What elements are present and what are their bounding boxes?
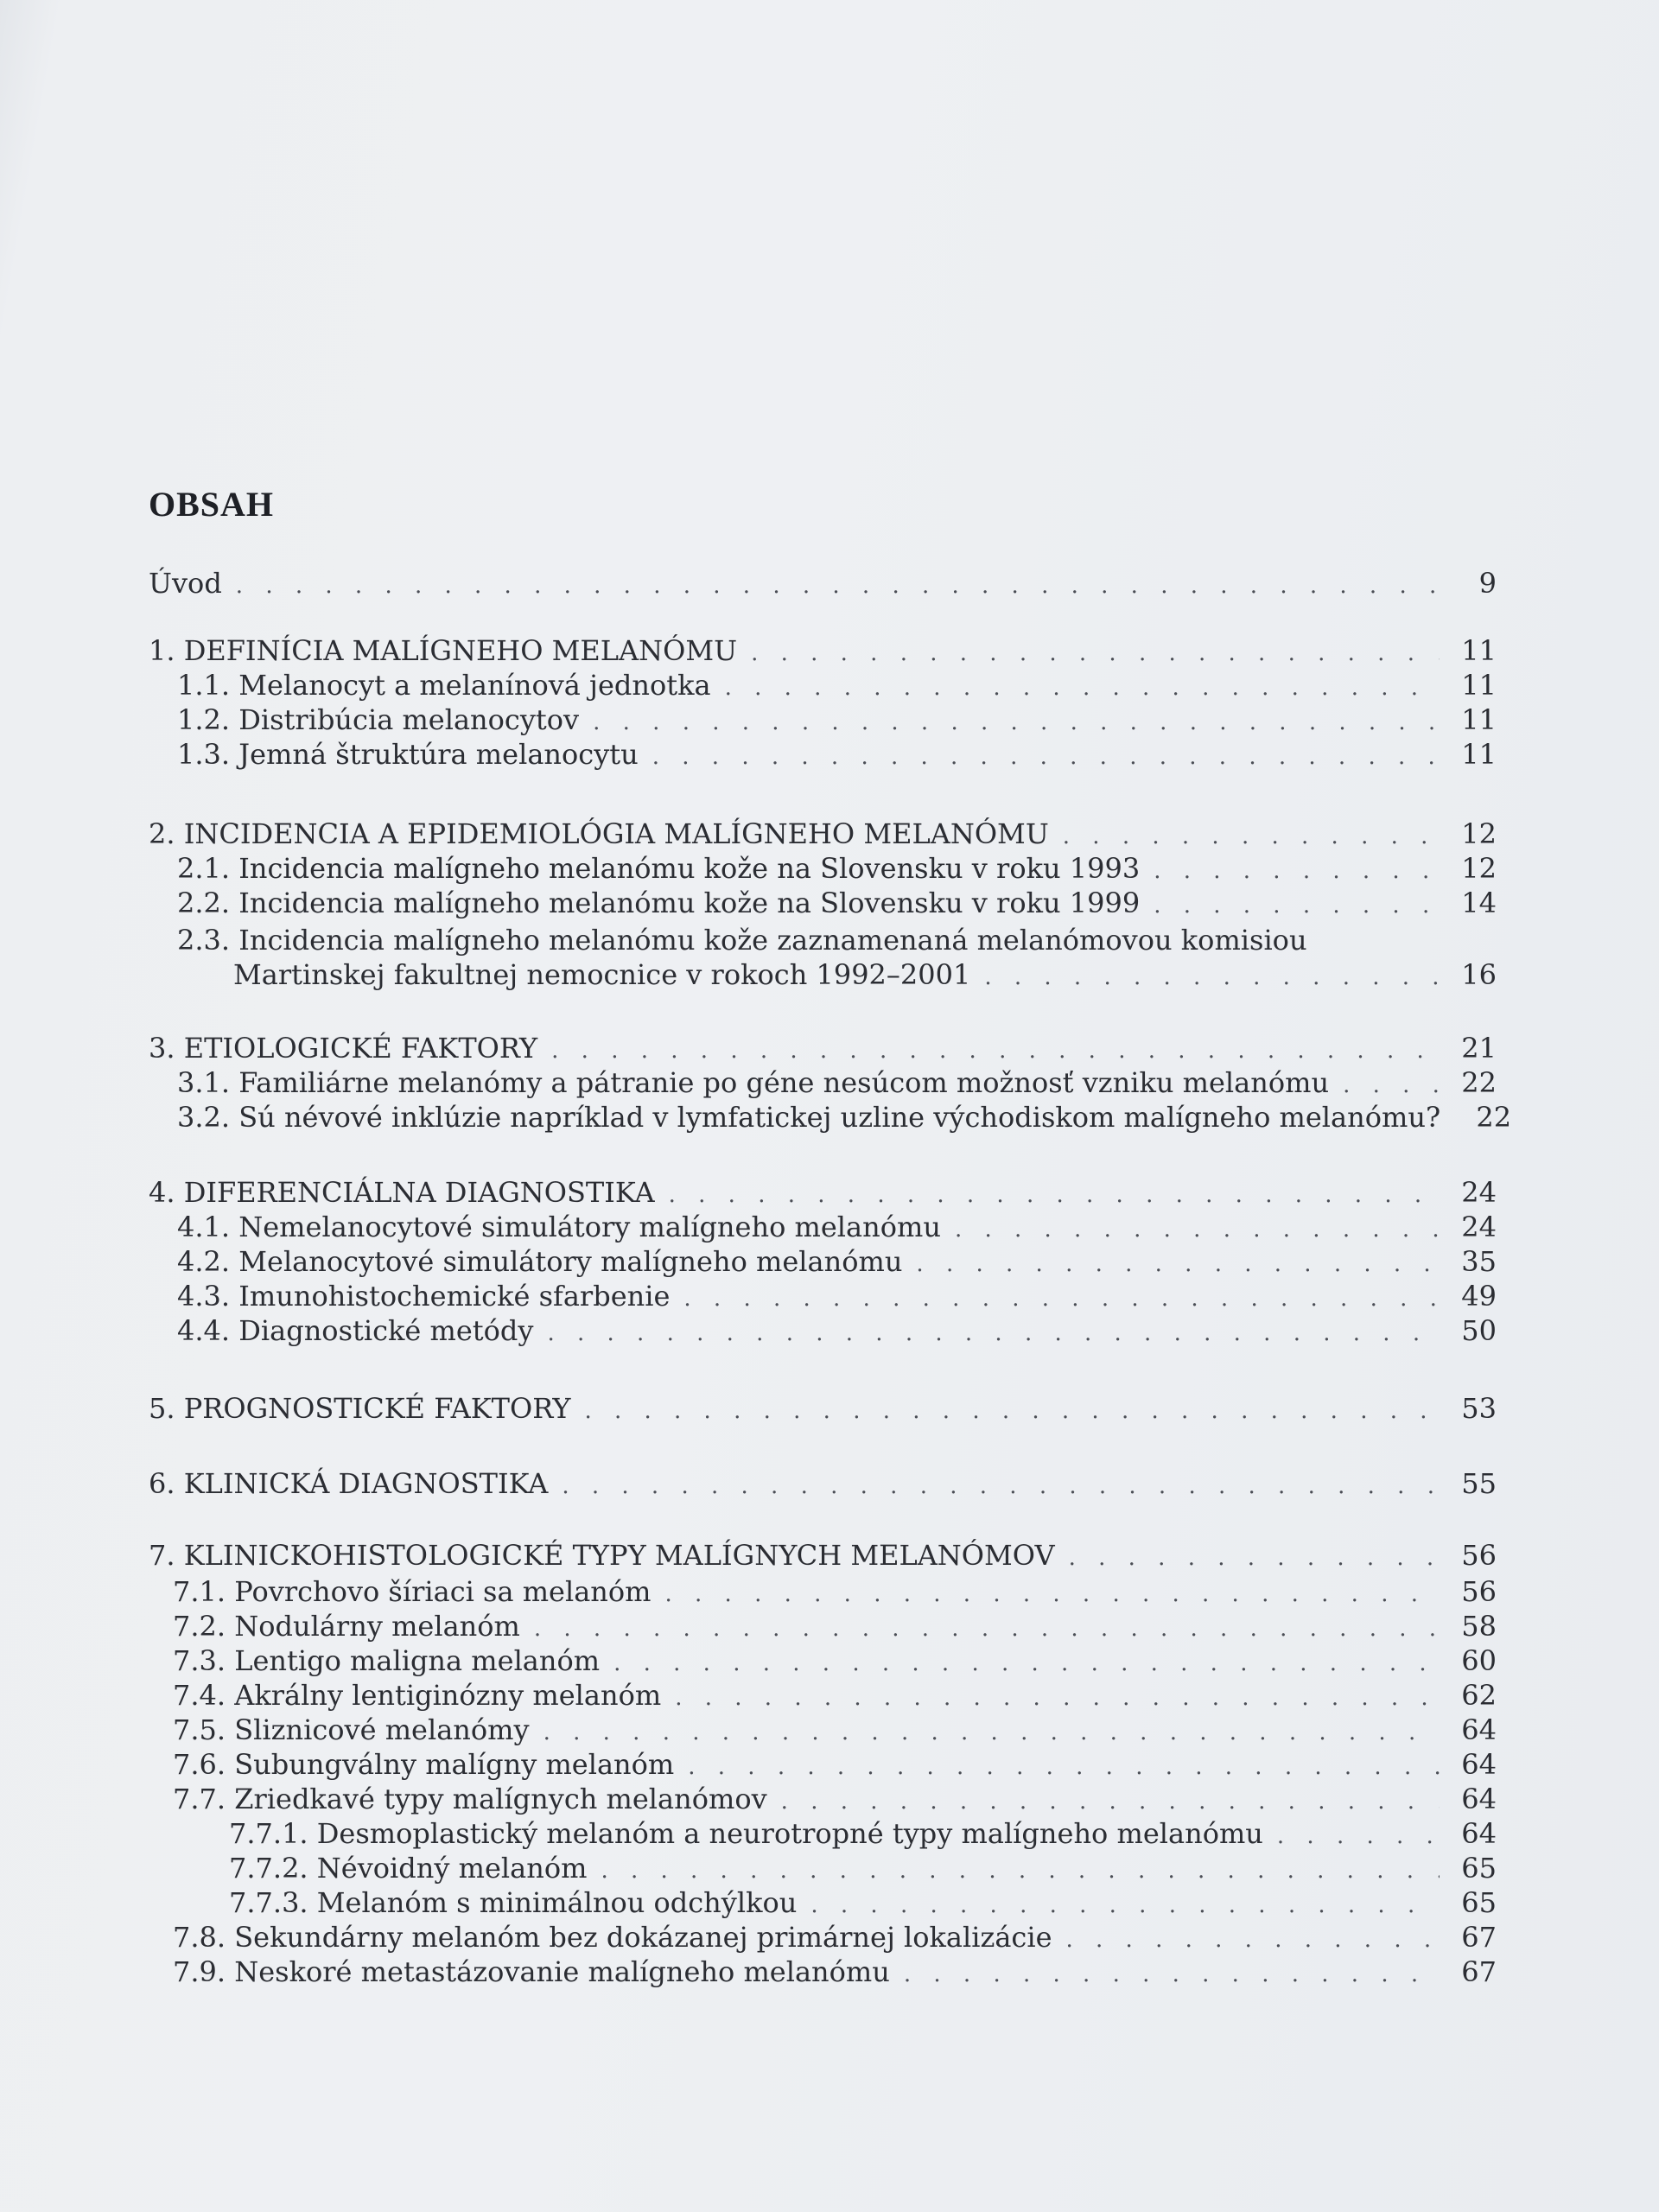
toc-entry-2-3[interactable] [177, 923, 1497, 957]
toc-entry-page: 55 [1461, 1467, 1497, 1500]
toc-entry-chapter-1[interactable] [149, 633, 1497, 668]
toc-entry-page: 56 [1461, 1539, 1497, 1572]
toc-entry-chapter-7[interactable] [149, 1538, 1497, 1573]
toc-entry-page: 49 [1461, 1280, 1497, 1313]
toc-entry-page: 11 [1461, 738, 1497, 771]
toc-entry-label: 1.2. Distribúcia melanocytov [177, 703, 580, 736]
toc-entry-page: 11 [1461, 669, 1497, 702]
toc-entry-page: 22 [1461, 1066, 1497, 1099]
toc-entry-page: 21 [1461, 1032, 1497, 1065]
toc-entry-4-4[interactable] [177, 1313, 1497, 1348]
dot-leader [665, 1577, 1440, 1611]
toc-entry-7-3[interactable] [173, 1643, 1497, 1678]
dot-leader [534, 1611, 1440, 1646]
toc-entry-chapter-2[interactable] [149, 817, 1497, 851]
dot-leader [810, 1888, 1440, 1923]
toc-entry-label: 2.2. Incidencia malígneho melanómu kože na Slovensku v roku 1999 [177, 887, 1141, 919]
toc-entry-label: 7.2. Nodulárny melanóm [173, 1610, 520, 1643]
toc-heading: OBSAH [149, 485, 275, 524]
toc-entry-label: 7.5. Sliznicové melanómy [173, 1713, 530, 1746]
toc-entry-label: 7.1. Povrchovo šíriaci sa melanóm [173, 1575, 652, 1608]
toc-entry-7-7[interactable] [173, 1782, 1497, 1816]
toc-entry-4-3[interactable] [177, 1279, 1497, 1313]
toc-entry-page: 11 [1461, 634, 1497, 667]
toc-entry-7-8[interactable] [173, 1920, 1497, 1955]
toc-entry-7-4[interactable] [173, 1678, 1497, 1713]
toc-entry-label: 5. PROGNOSTICKÉ FAKTORY [149, 1392, 571, 1425]
toc-entry-page: 64 [1461, 1817, 1497, 1850]
toc-entry-label: 1.3. Jemná štruktúra melanocytu [177, 738, 639, 771]
toc-entry-chapter-4[interactable] [149, 1175, 1497, 1210]
dot-leader [551, 1033, 1440, 1068]
toc-entry-7-1[interactable] [173, 1574, 1497, 1609]
toc-entry-2-2[interactable] [177, 886, 1497, 920]
toc-entry-label: Martinskej fakultnej nemocnice v rokoch 1992–2001 [233, 958, 971, 991]
toc-entry-page: 67 [1461, 1921, 1497, 1954]
toc-entry-page: 9 [1478, 567, 1497, 600]
toc-entry-label: 7.3. Lentigo maligna melanóm [173, 1644, 601, 1677]
toc-entry-chapter-6[interactable] [149, 1466, 1497, 1501]
toc-entry-page: 53 [1461, 1392, 1497, 1425]
dot-leader [1343, 1068, 1440, 1103]
toc-entry-label: 7.9. Neskoré metastázovanie malígneho melanómu [173, 1955, 890, 1988]
toc-entry-label: 2.3. Incidencia malígneho melanómu kože zaznamenaná melanómovou komisiou [177, 924, 1307, 957]
dot-leader [543, 1715, 1440, 1750]
toc-entry-page: 14 [1461, 887, 1497, 919]
toc-entry-7-7-2[interactable] [229, 1851, 1497, 1885]
toc-entry-1-2[interactable] [177, 702, 1497, 737]
toc-entry-1-3[interactable] [177, 737, 1497, 772]
dot-leader [675, 1681, 1440, 1715]
dot-leader [955, 1212, 1440, 1247]
toc-entry-page: 12 [1461, 852, 1497, 885]
toc-entry-page: 64 [1461, 1783, 1497, 1815]
dot-leader [781, 1784, 1440, 1819]
toc-entry-4-1[interactable] [177, 1210, 1497, 1244]
dot-leader [593, 705, 1440, 740]
toc-entry-label: 3.1. Familiárne melanómy a pátranie po géne nesúcom možnosť vzniku melanómu [177, 1066, 1330, 1099]
toc-entry-label: 7.7.3. Melanóm s minimálnou odchýlkou [229, 1886, 798, 1919]
toc-entry-page: 67 [1461, 1955, 1497, 1988]
toc-entry-3-2[interactable] [177, 1100, 1512, 1135]
toc-entry-page: 62 [1461, 1679, 1497, 1712]
dot-leader [984, 960, 1440, 995]
toc-entry-page: 64 [1461, 1713, 1497, 1746]
toc-entry-label: 4.2. Melanocytové simulátory malígneho melanómu [177, 1245, 903, 1278]
toc-entry-label: 7.7. Zriedkavé typy malígnych melanómov [173, 1783, 767, 1815]
dot-leader [1277, 1819, 1440, 1853]
toc-entry-2-1[interactable] [177, 851, 1497, 886]
toc-entry-page: 16 [1461, 958, 1497, 991]
toc-entry-page: 22 [1476, 1101, 1512, 1134]
dot-leader [1069, 1541, 1440, 1575]
dot-leader [584, 1394, 1440, 1428]
toc-entry-7-7-3[interactable] [229, 1885, 1497, 1920]
toc-entry-7-5[interactable] [173, 1713, 1497, 1747]
dot-leader [669, 1178, 1440, 1212]
toc-entry-7-7-1[interactable] [229, 1816, 1497, 1851]
toc-entry-page: 65 [1461, 1852, 1497, 1885]
dot-leader [751, 636, 1440, 671]
toc-entry-2-3-continued[interactable] [233, 957, 1497, 992]
dot-leader [562, 1469, 1440, 1503]
dot-leader [1154, 854, 1440, 888]
toc-entry-4-2[interactable] [177, 1244, 1497, 1279]
toc-entry-label: 6. KLINICKÁ DIAGNOSTIKA [149, 1467, 549, 1500]
dot-leader [236, 569, 1440, 603]
toc-entry-label: 4. DIFERENCIÁLNA DIAGNOSTIKA [149, 1176, 655, 1209]
dot-leader [683, 1281, 1440, 1316]
toc-entry-page: 58 [1461, 1610, 1497, 1643]
toc-entry-label: 7.7.2. Névoidný melanóm [229, 1852, 588, 1885]
toc-entry-page: 64 [1461, 1748, 1497, 1781]
dot-leader [1154, 888, 1440, 923]
toc-entry-label: 2. INCIDENCIA A EPIDEMIOLÓGIA MALÍGNEHO MELANÓMU [149, 817, 1049, 850]
toc-entry-label: 7. KLINICKOHISTOLOGICKÉ TYPY MALÍGNYCH MELANÓMOV [149, 1539, 1055, 1572]
toc-entry-7-2[interactable] [173, 1609, 1497, 1643]
toc-entry-label: 7.6. Subungválny malígny melanóm [173, 1748, 675, 1781]
toc-entry-page: 24 [1461, 1211, 1497, 1243]
toc-entry-1-1[interactable] [177, 668, 1497, 702]
toc-entry-page: 50 [1461, 1314, 1497, 1347]
dot-leader [725, 671, 1440, 705]
toc-entry-page: 65 [1461, 1886, 1497, 1919]
dot-leader [1066, 1923, 1440, 1957]
dot-leader [904, 1957, 1440, 1992]
toc-entry-page: 12 [1461, 817, 1497, 850]
toc-entry-label: 3.2. Sú névové inklúzie napríklad v lymfatickej uzline východiskom malígneho melanómu? [177, 1101, 1441, 1134]
toc-entry-label: 1. DEFINÍCIA MALÍGNEHO MELANÓMU [149, 634, 738, 667]
toc-entry-label: 7.4. Akrálny lentiginózny melanóm [173, 1679, 662, 1712]
toc-entry-3-1[interactable] [177, 1065, 1497, 1100]
dot-leader [613, 1646, 1440, 1681]
toc-entry-label: 4.1. Nemelanocytové simulátory malígneho melanómu [177, 1211, 941, 1243]
toc-entry-chapter-3[interactable] [149, 1031, 1497, 1065]
toc-entry-page: 35 [1461, 1245, 1497, 1278]
toc-entry-page: 60 [1461, 1644, 1497, 1677]
toc-entry-label: 7.7.1. Desmoplastický melanóm a neurotropné typy malígneho melanómu [229, 1817, 1263, 1850]
toc-entry-7-6[interactable] [173, 1747, 1497, 1782]
dot-leader [688, 1750, 1440, 1784]
dot-leader [1063, 819, 1440, 854]
toc-entry-label: 2.1. Incidencia malígneho melanómu kože na Slovensku v roku 1993 [177, 852, 1141, 885]
toc-entry-chapter-5[interactable] [149, 1391, 1497, 1426]
toc-entry-label: 1.1. Melanocyt a melanínová jednotka [177, 669, 711, 702]
toc-entry-uvod[interactable] [149, 566, 1497, 601]
toc-entry-label: 4.4. Diagnostické metódy [177, 1314, 534, 1347]
toc-entry-label: 3. ETIOLOGICKÉ FAKTORY [149, 1032, 538, 1065]
toc-entry-page: 24 [1461, 1176, 1497, 1209]
dot-leader [916, 1247, 1440, 1281]
dot-leader [652, 740, 1440, 774]
dot-leader [547, 1316, 1440, 1351]
toc-entry-label: 4.3. Imunohistochemické sfarbenie [177, 1280, 671, 1313]
toc-entry-page: 56 [1461, 1575, 1497, 1608]
dot-leader [601, 1853, 1440, 1888]
toc-entry-label: Úvod [149, 567, 222, 600]
toc-entry-page: 11 [1461, 703, 1497, 736]
toc-entry-label: 7.8. Sekundárny melanóm bez dokázanej primárnej lokalizácie [173, 1921, 1052, 1954]
toc-entry-7-9[interactable] [173, 1955, 1497, 1989]
